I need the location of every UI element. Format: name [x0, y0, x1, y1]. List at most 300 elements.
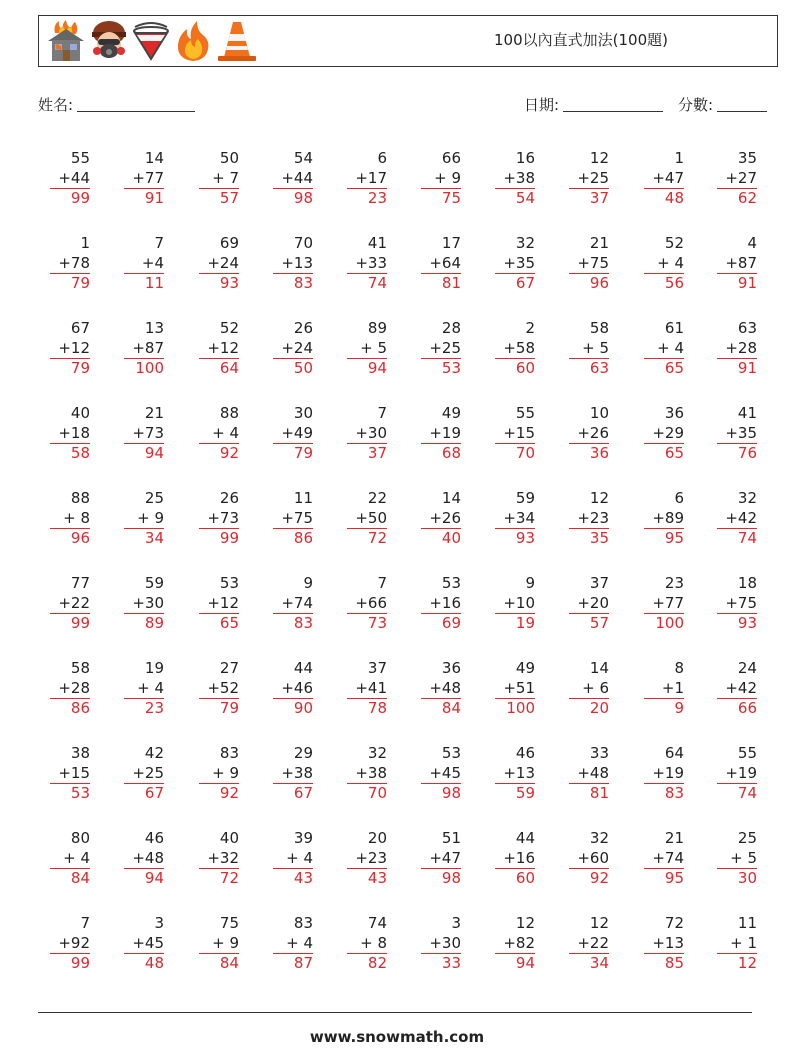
answer: 34 — [589, 954, 609, 972]
traffic-cone-icon — [215, 19, 259, 63]
problem-71 — [50, 744, 90, 804]
addend-2: +19 — [717, 764, 757, 785]
answer: 65 — [664, 444, 684, 462]
answer: 94 — [144, 869, 164, 887]
answer: 85 — [664, 954, 684, 972]
addend-1: 58 — [70, 659, 90, 677]
addend-2: +48 — [124, 849, 164, 870]
answer: 67 — [293, 784, 313, 802]
addend-2: + 8 — [50, 509, 90, 530]
answer: 98 — [293, 189, 313, 207]
addend-2: + 4 — [644, 254, 684, 275]
answer: 23 — [144, 699, 164, 717]
date-blank[interactable] — [563, 96, 663, 112]
addend-2: + 5 — [717, 849, 757, 870]
addend-1: 41 — [737, 404, 757, 422]
addend-1: 72 — [664, 914, 684, 932]
addend-1: 12 — [515, 914, 535, 932]
answer: 84 — [441, 699, 461, 717]
answer: 70 — [515, 444, 535, 462]
addend-2: +49 — [273, 424, 313, 445]
addend-1: 39 — [293, 829, 313, 847]
addend-2: +45 — [421, 764, 461, 785]
answer: 64 — [219, 359, 239, 377]
problem-1 — [50, 149, 90, 209]
answer: 37 — [589, 189, 609, 207]
problem-84 — [273, 829, 313, 889]
problem-68 — [569, 659, 609, 719]
addend-1: 53 — [219, 574, 239, 592]
answer: 53 — [441, 359, 461, 377]
addend-1: 42 — [144, 744, 164, 762]
answer: 30 — [737, 869, 757, 887]
addend-1: 75 — [219, 914, 239, 932]
problem-89 — [644, 829, 684, 889]
addend-1: 12 — [589, 149, 609, 167]
addend-2: + 7 — [199, 169, 239, 190]
addend-1: 55 — [70, 149, 90, 167]
problem-25 — [347, 319, 387, 379]
addend-1: 49 — [515, 659, 535, 677]
addend-2: + 5 — [569, 339, 609, 360]
name-blank[interactable] — [77, 96, 195, 112]
addend-1: 40 — [219, 829, 239, 847]
problem-44 — [273, 489, 313, 549]
answer: 75 — [441, 189, 461, 207]
answer: 91 — [144, 189, 164, 207]
addend-2: +22 — [569, 934, 609, 955]
addend-1: 50 — [219, 149, 239, 167]
date-label: 日期: — [524, 96, 560, 114]
answer: 79 — [293, 444, 313, 462]
addend-2: +46 — [273, 679, 313, 700]
problem-49 — [644, 489, 684, 549]
problem-87 — [495, 829, 535, 889]
problem-19 — [644, 234, 684, 294]
addend-1: 83 — [219, 744, 239, 762]
answer: 62 — [737, 189, 757, 207]
addend-2: +51 — [495, 679, 535, 700]
problem-33 — [199, 404, 239, 464]
addend-1: 6 — [674, 489, 684, 507]
addend-1: 7 — [377, 404, 387, 422]
answer: 84 — [70, 869, 90, 887]
addend-2: +24 — [199, 254, 239, 275]
problem-22 — [124, 319, 164, 379]
addend-2: +20 — [569, 594, 609, 615]
problem-81 — [50, 829, 90, 889]
problem-62 — [124, 659, 164, 719]
problem-91 — [50, 914, 90, 974]
header-box — [38, 15, 778, 67]
addend-2: +16 — [495, 849, 535, 870]
addend-1: 41 — [367, 234, 387, 252]
addend-2: + 5 — [347, 339, 387, 360]
problem-11 — [50, 234, 90, 294]
problem-99 — [644, 914, 684, 974]
problem-79 — [644, 744, 684, 804]
addend-2: +75 — [273, 509, 313, 530]
answer: 94 — [367, 359, 387, 377]
answer: 100 — [655, 614, 684, 632]
answer: 74 — [737, 784, 757, 802]
addend-2: + 4 — [199, 424, 239, 445]
answer: 35 — [589, 529, 609, 547]
problem-40 — [717, 404, 757, 464]
addend-1: 80 — [70, 829, 90, 847]
problem-52 — [124, 574, 164, 634]
addend-1: 13 — [144, 319, 164, 337]
problem-83 — [199, 829, 239, 889]
answer: 48 — [144, 954, 164, 972]
addend-1: 7 — [80, 914, 90, 932]
problem-38 — [569, 404, 609, 464]
problem-12 — [124, 234, 164, 294]
answer: 72 — [219, 869, 239, 887]
answer: 81 — [589, 784, 609, 802]
addend-1: 14 — [589, 659, 609, 677]
answer: 92 — [219, 784, 239, 802]
problem-34 — [273, 404, 313, 464]
addend-2: +25 — [569, 169, 609, 190]
problem-3 — [199, 149, 239, 209]
addend-2: +64 — [421, 254, 461, 275]
addend-1: 58 — [589, 319, 609, 337]
answer: 54 — [515, 189, 535, 207]
addend-1: 8 — [674, 659, 684, 677]
answer: 76 — [737, 444, 757, 462]
addend-2: +52 — [199, 679, 239, 700]
problem-30 — [717, 319, 757, 379]
problem-77 — [495, 744, 535, 804]
addend-2: +15 — [50, 764, 90, 785]
addend-1: 9 — [303, 574, 313, 592]
answer: 96 — [70, 529, 90, 547]
addend-2: +19 — [644, 764, 684, 785]
addend-2: + 4 — [273, 934, 313, 955]
problem-95 — [347, 914, 387, 974]
flame-icon — [173, 19, 213, 63]
score-field — [678, 94, 767, 115]
addend-1: 53 — [441, 574, 461, 592]
answer: 67 — [515, 274, 535, 292]
answer: 37 — [367, 444, 387, 462]
problem-16 — [421, 234, 461, 294]
addend-1: 36 — [441, 659, 461, 677]
addend-1: 17 — [441, 234, 461, 252]
answer: 90 — [293, 699, 313, 717]
answer: 91 — [737, 359, 757, 377]
addend-1: 37 — [367, 659, 387, 677]
addend-1: 83 — [293, 914, 313, 932]
addend-2: +41 — [347, 679, 387, 700]
addend-1: 66 — [441, 149, 461, 167]
score-label: 分數: — [678, 96, 714, 114]
problem-70 — [717, 659, 757, 719]
problem-80 — [717, 744, 757, 804]
answer: 98 — [441, 869, 461, 887]
answer: 79 — [70, 359, 90, 377]
addend-2: + 9 — [421, 169, 461, 190]
problem-65 — [347, 659, 387, 719]
addend-1: 36 — [664, 404, 684, 422]
problem-9 — [644, 149, 684, 209]
problem-47 — [495, 489, 535, 549]
addend-2: +33 — [347, 254, 387, 275]
addend-2: +1 — [644, 679, 684, 700]
answer: 84 — [219, 954, 239, 972]
addend-2: +10 — [495, 594, 535, 615]
score-blank[interactable] — [717, 96, 767, 112]
problem-82 — [124, 829, 164, 889]
addend-1: 25 — [144, 489, 164, 507]
answer: 74 — [737, 529, 757, 547]
addend-1: 19 — [144, 659, 164, 677]
problem-61 — [50, 659, 90, 719]
answer: 98 — [441, 784, 461, 802]
addend-2: +13 — [644, 934, 684, 955]
addend-2: +12 — [50, 339, 90, 360]
addend-2: +12 — [199, 339, 239, 360]
problem-18 — [569, 234, 609, 294]
problem-51 — [50, 574, 90, 634]
problem-90 — [717, 829, 757, 889]
problem-32 — [124, 404, 164, 464]
addend-2: +18 — [50, 424, 90, 445]
answer: 57 — [219, 189, 239, 207]
addend-1: 59 — [515, 489, 535, 507]
addend-2: + 1 — [717, 934, 757, 955]
answer: 95 — [664, 869, 684, 887]
answer: 81 — [441, 274, 461, 292]
addend-2: +4 — [124, 254, 164, 275]
answer: 79 — [70, 274, 90, 292]
addend-1: 1 — [80, 234, 90, 252]
addend-1: 32 — [515, 234, 535, 252]
problem-94 — [273, 914, 313, 974]
problem-67 — [495, 659, 535, 719]
addend-2: + 8 — [347, 934, 387, 955]
addend-2: +12 — [199, 594, 239, 615]
problem-43 — [199, 489, 239, 549]
addend-1: 32 — [367, 744, 387, 762]
answer: 11 — [144, 274, 164, 292]
answer: 74 — [367, 274, 387, 292]
addend-1: 18 — [737, 574, 757, 592]
addend-2: +47 — [644, 169, 684, 190]
answer: 34 — [144, 529, 164, 547]
addend-1: 30 — [293, 404, 313, 422]
addend-2: + 6 — [569, 679, 609, 700]
addend-1: 77 — [70, 574, 90, 592]
addend-1: 35 — [737, 149, 757, 167]
addend-1: 21 — [589, 234, 609, 252]
addend-1: 14 — [144, 149, 164, 167]
addend-2: +30 — [421, 934, 461, 955]
addend-1: 14 — [441, 489, 461, 507]
addend-2: +44 — [273, 169, 313, 190]
addend-1: 70 — [293, 234, 313, 252]
addend-1: 25 — [737, 829, 757, 847]
answer: 33 — [441, 954, 461, 972]
problem-63 — [199, 659, 239, 719]
answer: 48 — [664, 189, 684, 207]
answer: 68 — [441, 444, 461, 462]
problem-98 — [569, 914, 609, 974]
problem-31 — [50, 404, 90, 464]
addend-1: 2 — [525, 319, 535, 337]
addend-2: +38 — [347, 764, 387, 785]
addend-2: +30 — [347, 424, 387, 445]
problem-75 — [347, 744, 387, 804]
problem-14 — [273, 234, 313, 294]
problem-76 — [421, 744, 461, 804]
addend-1: 51 — [441, 829, 461, 847]
answer: 99 — [70, 189, 90, 207]
problem-17 — [495, 234, 535, 294]
answer: 83 — [293, 614, 313, 632]
addend-2: +16 — [421, 594, 461, 615]
problem-86 — [421, 829, 461, 889]
addend-2: +42 — [717, 509, 757, 530]
problem-85 — [347, 829, 387, 889]
problem-20 — [717, 234, 757, 294]
addend-2: +73 — [199, 509, 239, 530]
answer: 70 — [367, 784, 387, 802]
addend-1: 52 — [664, 234, 684, 252]
problem-59 — [644, 574, 684, 634]
problem-100 — [717, 914, 757, 974]
addend-2: +87 — [124, 339, 164, 360]
problem-15 — [347, 234, 387, 294]
addend-2: +87 — [717, 254, 757, 275]
problem-97 — [495, 914, 535, 974]
addend-1: 33 — [589, 744, 609, 762]
addend-1: 40 — [70, 404, 90, 422]
addend-1: 61 — [664, 319, 684, 337]
addend-2: + 4 — [124, 679, 164, 700]
addend-2: +66 — [347, 594, 387, 615]
addend-1: 52 — [219, 319, 239, 337]
addend-1: 37 — [589, 574, 609, 592]
addend-2: +38 — [273, 764, 313, 785]
addend-2: +47 — [421, 849, 461, 870]
addend-2: + 9 — [199, 764, 239, 785]
addend-1: 89 — [367, 319, 387, 337]
addend-2: +92 — [50, 934, 90, 955]
addend-1: 26 — [219, 489, 239, 507]
problem-41 — [50, 489, 90, 549]
problem-96 — [421, 914, 461, 974]
addend-1: 44 — [293, 659, 313, 677]
addend-2: +35 — [495, 254, 535, 275]
answer: 59 — [515, 784, 535, 802]
addend-1: 4 — [747, 234, 757, 252]
answer: 86 — [70, 699, 90, 717]
problem-55 — [347, 574, 387, 634]
addend-2: +48 — [569, 764, 609, 785]
answer: 100 — [506, 699, 535, 717]
problem-72 — [124, 744, 164, 804]
addend-2: + 4 — [50, 849, 90, 870]
answer: 99 — [70, 954, 90, 972]
problem-48 — [569, 489, 609, 549]
addend-1: 28 — [441, 319, 461, 337]
answer: 60 — [515, 359, 535, 377]
problem-2 — [124, 149, 164, 209]
addend-1: 38 — [70, 744, 90, 762]
addend-1: 27 — [219, 659, 239, 677]
addend-1: 24 — [737, 659, 757, 677]
addend-2: +28 — [717, 339, 757, 360]
addend-2: +82 — [495, 934, 535, 955]
addend-2: +75 — [717, 594, 757, 615]
addend-2: +19 — [421, 424, 461, 445]
answer: 20 — [589, 699, 609, 717]
name-field — [38, 94, 195, 115]
addend-2: +89 — [644, 509, 684, 530]
addend-2: +75 — [569, 254, 609, 275]
answer: 95 — [664, 529, 684, 547]
answer: 63 — [589, 359, 609, 377]
addend-1: 7 — [377, 574, 387, 592]
answer: 79 — [219, 699, 239, 717]
problem-39 — [644, 404, 684, 464]
problem-58 — [569, 574, 609, 634]
answer: 40 — [441, 529, 461, 547]
answer: 60 — [515, 869, 535, 887]
answer: 83 — [293, 274, 313, 292]
answer: 56 — [664, 274, 684, 292]
problem-8 — [569, 149, 609, 209]
addend-1: 12 — [589, 489, 609, 507]
addend-2: +13 — [273, 254, 313, 275]
addend-2: +44 — [50, 169, 90, 190]
problem-28 — [569, 319, 609, 379]
problem-50 — [717, 489, 757, 549]
answer: 99 — [70, 614, 90, 632]
problem-64 — [273, 659, 313, 719]
problem-53 — [199, 574, 239, 634]
addend-1: 74 — [367, 914, 387, 932]
addend-2: +48 — [421, 679, 461, 700]
addend-1: 10 — [589, 404, 609, 422]
answer: 93 — [737, 614, 757, 632]
addend-2: +25 — [124, 764, 164, 785]
problem-56 — [421, 574, 461, 634]
addend-1: 21 — [144, 404, 164, 422]
addend-2: +27 — [717, 169, 757, 190]
addend-2: +77 — [124, 169, 164, 190]
addend-1: 6 — [377, 149, 387, 167]
answer: 65 — [219, 614, 239, 632]
addend-1: 46 — [515, 744, 535, 762]
addend-2: +60 — [569, 849, 609, 870]
problem-13 — [199, 234, 239, 294]
answer: 53 — [70, 784, 90, 802]
addend-1: 3 — [154, 914, 164, 932]
answer: 69 — [441, 614, 461, 632]
problem-45 — [347, 489, 387, 549]
addend-1: 88 — [70, 489, 90, 507]
addend-1: 11 — [737, 914, 757, 932]
problem-66 — [421, 659, 461, 719]
addend-2: +74 — [273, 594, 313, 615]
addend-1: 32 — [737, 489, 757, 507]
problem-88 — [569, 829, 609, 889]
answer: 67 — [144, 784, 164, 802]
fire-bucket-icon — [131, 19, 171, 63]
